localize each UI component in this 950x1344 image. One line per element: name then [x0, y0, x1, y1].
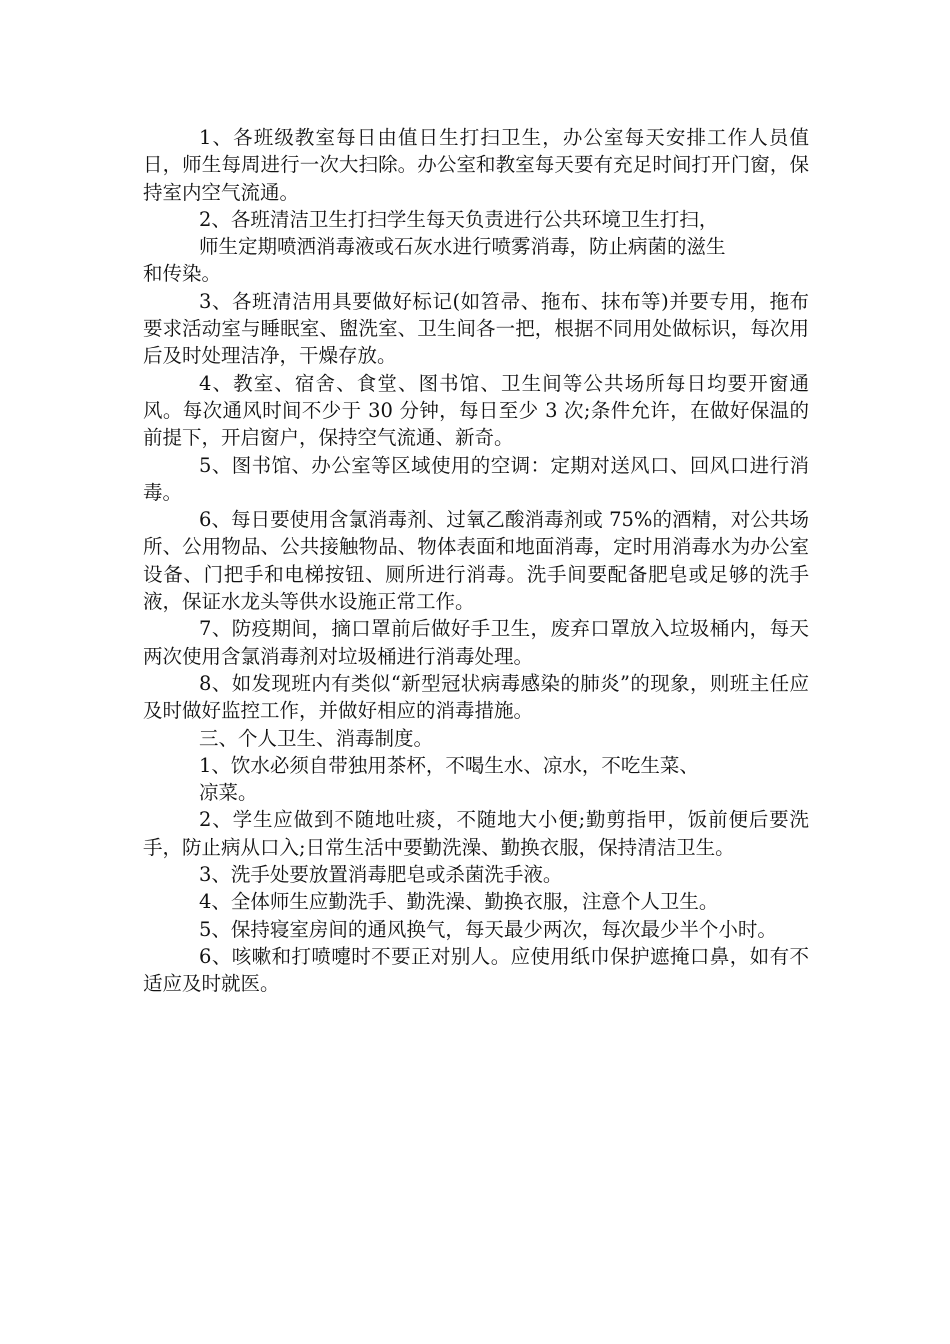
personal-item-1: 1、饮水必须自带独用茶杯，不喝生水、凉水，不吃生菜、: [199, 753, 699, 777]
paragraph-7: 7、防疫期间，摘口罩前后做好手卫生，废弃口罩放入垃圾桶内，每天两次使用含氯消毒剂对垃圾桶进行消毒处理。: [143, 617, 809, 668]
personal-item-5: 5、保持寝室房间的通风换气，每天最少两次，每次最少半个小时。: [199, 917, 777, 941]
paragraph-4: 4、教室、宿舍、食堂、图书馆、卫生间等公共场所每日均要开窗通风。每次通风时间不少于 30 分钟，每日至少 3 次;条件允许，在做好保温的前提下，开启窗户，保持空气流通、新奇。: [143, 371, 809, 450]
paragraph-2-line-2: 师生定期喷洒消毒液或石灰水进行喷雾消毒，防止病菌的滋生: [199, 235, 726, 259]
paragraph-2-line-3: 和传染。: [143, 262, 222, 286]
paragraph-3: 3、各班清洁用具要做好标记(如笤帚、拖布、抹布等)并要专用，拖布要求活动室与睡眠室、盥洗室、卫生间各一把，根据不同用处做标识，每次用后及时处理洁净，干燥存放。: [143, 289, 809, 368]
paragraph-5: 5、图书馆、办公室等区域使用的空调：定期对送风口、回风口进行消毒。: [143, 453, 809, 504]
paragraph-2: 2、各班清洁卫生打扫学生每天负责进行公共环境卫生打扫，: [199, 207, 719, 231]
personal-item-6: 6、咳嗽和打喷嚏时不要正对别人。应使用纸巾保护遮掩口鼻，如有不适应及时就医。: [143, 944, 809, 996]
section-heading-personal-hygiene: 三、个人卫生、消毒制度。: [199, 726, 434, 750]
personal-item-1-line-2: 凉菜。: [199, 781, 258, 805]
personal-item-4: 4、全体师生应勤洗手、勤洗澡、勤换衣服，注意个人卫生。: [199, 890, 719, 914]
paragraph-8: 8、如发现班内有类似“新型冠状病毒感染的肺炎”的现象，则班主任应及时做好监控工作，并做好相应的消毒措施。: [143, 671, 809, 723]
document-body: [143, 124, 809, 998]
paragraph-1: 1、各班级教室每日由值日生打扫卫生，办公室每天安排工作人员值日，师生每周进行一次大扫除。办公室和教室每天要有充足时间打开门窗，保持室内空气流通。: [143, 126, 809, 204]
personal-item-2: 2、学生应做到不随地吐痰，不随地大小便;勤剪指甲，饭前便后要洗手，防止病从口入;日常生活中要勤洗澡、勤换衣服，保持清洁卫生。: [143, 808, 809, 859]
personal-item-3: 3、洗手处要放置消毒肥皂或杀菌洗手液。: [199, 863, 563, 887]
paragraph-6: 6、每日要使用含氯消毒剂、过氧乙酸消毒剂或 75%的酒精，对公共场所、公用物品、公共接触物品、物体表面和地面消毒，定时用消毒水为办公室设备、门把手和电梯按钮、厕所进行消毒。洗手间要配备肥皂或足够的洗手液，保证水龙头等供水设施正常工作。: [143, 508, 809, 614]
